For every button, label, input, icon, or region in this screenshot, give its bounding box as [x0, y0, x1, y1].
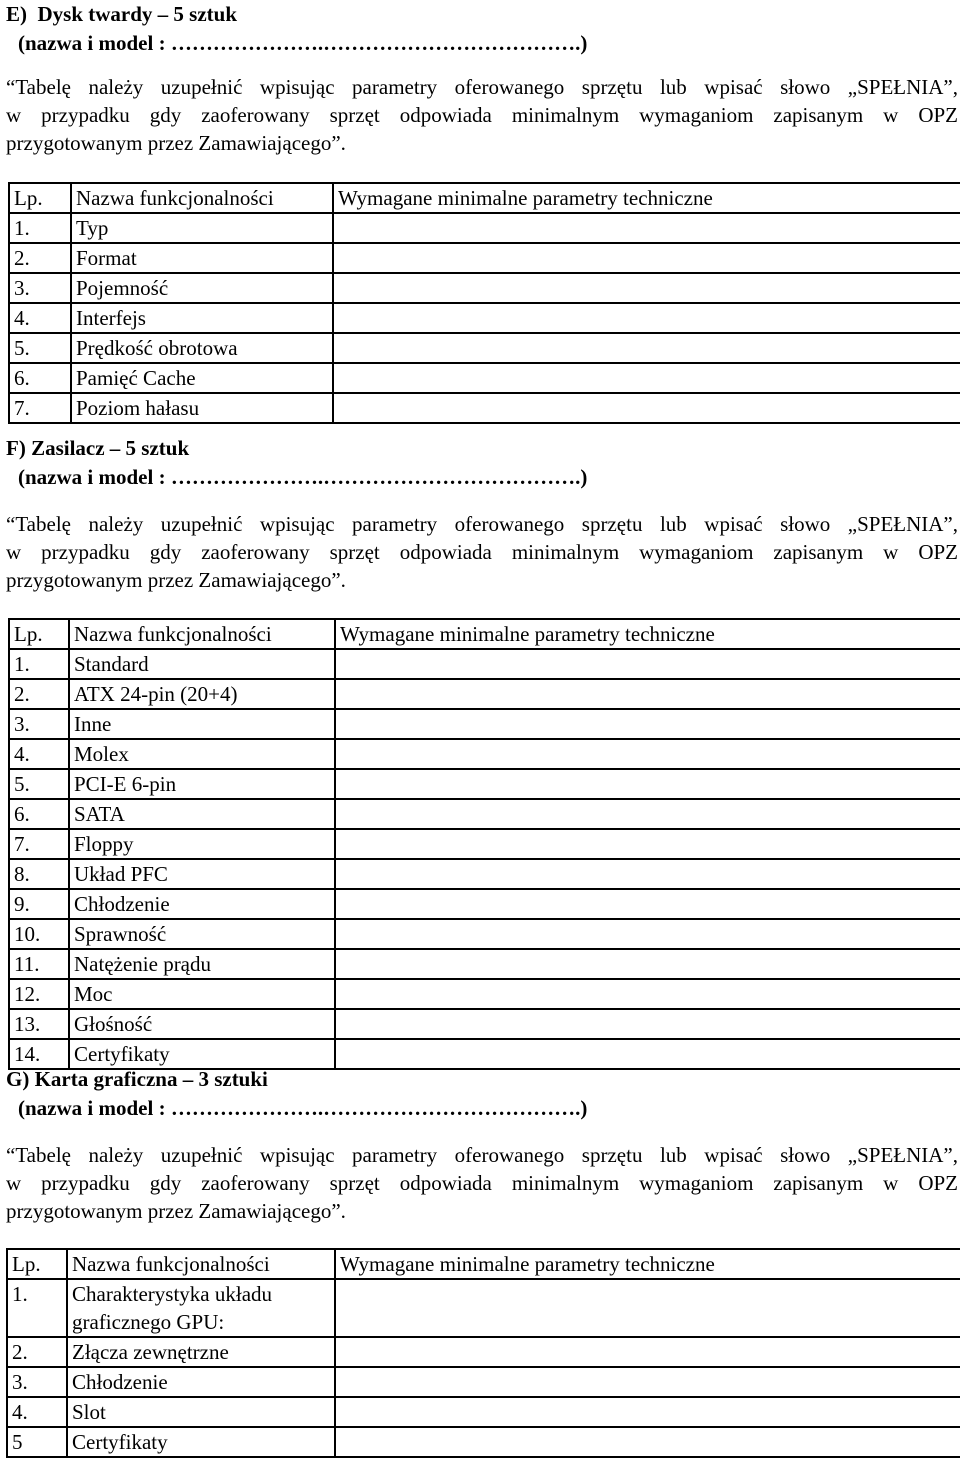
row-number: 6. — [9, 799, 69, 829]
row-number: 5 — [7, 1427, 67, 1457]
row-number: 1. — [9, 649, 69, 679]
row-number: 14. — [9, 1039, 69, 1069]
model-line: (nazwa i model : ………………….……………………………….) — [18, 1096, 588, 1120]
intro-line: “Tabelę należy uzupełnić wpisując parametry oferowanego sprzętu lub wpisać słowo „SPEŁNIA”, — [6, 1143, 958, 1167]
section-title: E) Dysk twardy – 5 sztuk — [6, 2, 238, 26]
row-feature: Moc — [69, 979, 335, 1009]
row-number: 1. — [7, 1279, 67, 1337]
row-value-cell[interactable] — [335, 799, 960, 829]
row-value-cell[interactable] — [333, 363, 960, 393]
table-row — [9, 243, 960, 273]
row-number: 3. — [9, 273, 71, 303]
row-feature: Typ — [71, 213, 333, 243]
row-number: 9. — [9, 889, 69, 919]
intro-line: przygotowanym przez Zamawiającego”. — [6, 568, 346, 592]
row-value-cell[interactable] — [335, 1397, 960, 1427]
row-number: 3. — [9, 709, 69, 739]
row-feature: Poziom hałasu — [71, 393, 333, 423]
row-feature: Złącza zewnętrzne — [67, 1337, 335, 1367]
row-value-cell[interactable] — [335, 889, 960, 919]
row-feature: Certyfikaty — [69, 1039, 335, 1069]
row-feature: Sprawność — [69, 919, 335, 949]
spec-table — [8, 618, 960, 1070]
table-row — [9, 393, 960, 423]
row-value-cell[interactable] — [335, 949, 960, 979]
header-params: Wymagane minimalne parametry techniczne — [333, 183, 960, 213]
row-number: 3. — [7, 1367, 67, 1397]
intro-line: przygotowanym przez Zamawiającego”. — [6, 131, 346, 155]
table-header-row — [9, 183, 960, 213]
intro-line: w przypadku gdy zaoferowany sprzęt odpowiada minimalnym wymaganiom zapisanym w OPZ — [6, 103, 958, 127]
table-row — [9, 739, 960, 769]
row-value-cell[interactable] — [335, 649, 960, 679]
row-number: 4. — [9, 303, 71, 333]
row-number: 2. — [7, 1337, 67, 1367]
row-value-cell[interactable] — [333, 393, 960, 423]
row-value-cell[interactable] — [335, 829, 960, 859]
row-number: 2. — [9, 679, 69, 709]
row-value-cell[interactable] — [335, 769, 960, 799]
table-row — [7, 1337, 960, 1367]
row-value-cell[interactable] — [335, 919, 960, 949]
row-feature: Pojemność — [71, 273, 333, 303]
row-value-cell[interactable] — [335, 1427, 960, 1457]
intro-line: “Tabelę należy uzupełnić wpisując parametry oferowanego sprzętu lub wpisać słowo „SPEŁNIA”, — [6, 75, 958, 99]
table-row — [9, 363, 960, 393]
row-number: 4. — [9, 739, 69, 769]
intro-line: w przypadku gdy zaoferowany sprzęt odpowiada minimalnym wymaganiom zapisanym w OPZ — [6, 540, 958, 564]
row-value-cell[interactable] — [335, 1279, 960, 1337]
row-value-cell[interactable] — [333, 303, 960, 333]
row-value-cell[interactable] — [335, 1009, 960, 1039]
row-number: 8. — [9, 859, 69, 889]
spec-table — [6, 1248, 960, 1458]
header-lp: Lp. — [7, 1249, 67, 1279]
table-row — [9, 1009, 960, 1039]
row-value-cell[interactable] — [333, 213, 960, 243]
table-row — [7, 1397, 960, 1427]
row-value-cell[interactable] — [333, 273, 960, 303]
table-row — [9, 769, 960, 799]
row-feature: Chłodzenie — [67, 1367, 335, 1397]
row-feature: Charakterystyka układu graficznego GPU: — [67, 1279, 335, 1337]
row-feature: Natężenie prądu — [69, 949, 335, 979]
row-feature: Chłodzenie — [69, 889, 335, 919]
spec-table — [8, 182, 960, 424]
table-row — [9, 679, 960, 709]
table-row — [7, 1367, 960, 1397]
row-number: 5. — [9, 769, 69, 799]
row-number: 13. — [9, 1009, 69, 1039]
table-row — [9, 649, 960, 679]
row-number: 11. — [9, 949, 69, 979]
table-row — [9, 889, 960, 919]
row-number: 7. — [9, 393, 71, 423]
model-line: (nazwa i model : ………………….……………………………….) — [18, 31, 588, 55]
table-row — [9, 303, 960, 333]
row-feature: Inne — [69, 709, 335, 739]
row-feature: Certyfikaty — [67, 1427, 335, 1457]
row-number: 7. — [9, 829, 69, 859]
row-value-cell[interactable] — [335, 859, 960, 889]
intro-line: “Tabelę należy uzupełnić wpisując parametry oferowanego sprzętu lub wpisać słowo „SPEŁNIA”, — [6, 512, 958, 536]
row-feature: Molex — [69, 739, 335, 769]
model-line: (nazwa i model : ………………….……………………………….) — [18, 465, 588, 489]
row-number: 12. — [9, 979, 69, 1009]
header-params: Wymagane minimalne parametry techniczne — [335, 1249, 960, 1279]
row-value-cell[interactable] — [335, 739, 960, 769]
intro-line: przygotowanym przez Zamawiającego”. — [6, 1199, 346, 1223]
row-feature: Standard — [69, 649, 335, 679]
row-value-cell[interactable] — [335, 709, 960, 739]
table-header-row — [7, 1249, 960, 1279]
table-row — [9, 333, 960, 363]
table-row — [9, 829, 960, 859]
row-value-cell[interactable] — [335, 679, 960, 709]
row-number: 10. — [9, 919, 69, 949]
section-title: G) Karta graficzna – 3 sztuki — [6, 1067, 268, 1091]
row-feature: Układ PFC — [69, 859, 335, 889]
row-number: 5. — [9, 333, 71, 363]
table-row — [7, 1427, 960, 1457]
row-value-cell[interactable] — [335, 1367, 960, 1397]
row-value-cell[interactable] — [335, 1039, 960, 1069]
row-feature: Slot — [67, 1397, 335, 1427]
section-title: F) Zasilacz – 5 sztuk — [6, 436, 190, 460]
row-number: 6. — [9, 363, 71, 393]
row-number: 1. — [9, 213, 71, 243]
table-row — [9, 213, 960, 243]
table-row — [7, 1279, 960, 1337]
table-row — [9, 799, 960, 829]
row-feature: SATA — [69, 799, 335, 829]
row-feature: Floppy — [69, 829, 335, 859]
row-feature: ATX 24-pin (20+4) — [69, 679, 335, 709]
intro-line: w przypadku gdy zaoferowany sprzęt odpowiada minimalnym wymaganiom zapisanym w OPZ — [6, 1171, 958, 1195]
row-value-cell[interactable] — [335, 1337, 960, 1367]
header-name: Nazwa funkcjonalności — [69, 619, 335, 649]
row-value-cell[interactable] — [333, 333, 960, 363]
row-value-cell[interactable] — [335, 979, 960, 1009]
row-feature: PCI-E 6-pin — [69, 769, 335, 799]
table-row — [9, 709, 960, 739]
header-params: Wymagane minimalne parametry techniczne — [335, 619, 960, 649]
row-feature: Interfejs — [71, 303, 333, 333]
header-lp: Lp. — [9, 183, 71, 213]
row-feature: Format — [71, 243, 333, 273]
table-row — [9, 979, 960, 1009]
header-name: Nazwa funkcjonalności — [67, 1249, 335, 1279]
table-row — [9, 949, 960, 979]
table-header-row — [9, 619, 960, 649]
table-row — [9, 859, 960, 889]
row-feature: Głośność — [69, 1009, 335, 1039]
row-feature: Prędkość obrotowa — [71, 333, 333, 363]
row-number: 2. — [9, 243, 71, 273]
row-value-cell[interactable] — [333, 243, 960, 273]
row-feature: Pamięć Cache — [71, 363, 333, 393]
table-row — [9, 919, 960, 949]
header-name: Nazwa funkcjonalności — [71, 183, 333, 213]
header-lp: Lp. — [9, 619, 69, 649]
table-row — [9, 273, 960, 303]
row-number: 4. — [7, 1397, 67, 1427]
